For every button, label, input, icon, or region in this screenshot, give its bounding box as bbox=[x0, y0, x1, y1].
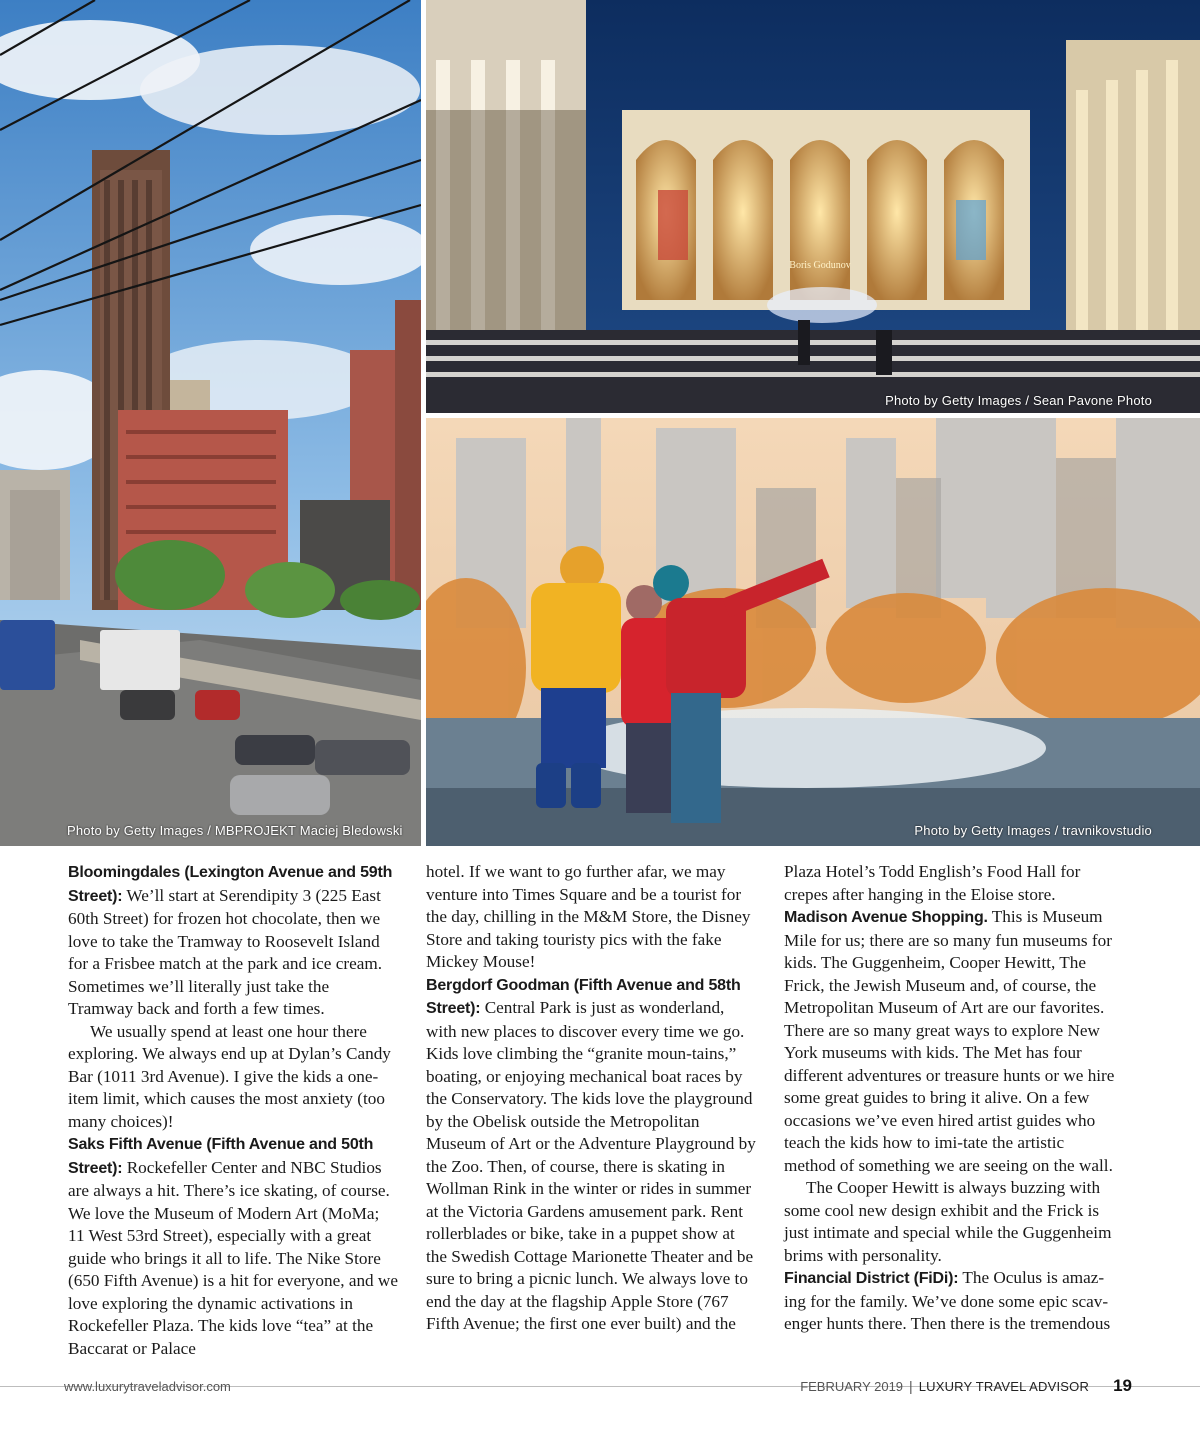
opera-house-photo bbox=[426, 0, 1200, 413]
opera-banner: Boris Godunov bbox=[789, 260, 851, 271]
paragraph-bergdorf bbox=[426, 974, 758, 1336]
heading-madison: Madison Avenue Shopping. bbox=[784, 909, 988, 926]
opera-house-illustration bbox=[426, 0, 1200, 413]
heading-bergdorf: Bergdorf Goodman (Fifth Avenue and 58th Street): bbox=[426, 976, 741, 1017]
page-number: 19 bbox=[1113, 1376, 1132, 1395]
paragraph-madison bbox=[784, 906, 1118, 1177]
park-photo-credit: Photo by Getty Images / travnikovstudio bbox=[914, 823, 1152, 838]
central-park-photo bbox=[426, 418, 1200, 846]
heading-bloomingdales: Bloomingdales (Lexington Avenue and 59th Street): bbox=[68, 864, 393, 905]
tramway-photo bbox=[0, 0, 421, 846]
opera-photo-credit: Photo by Getty Images / Sean Pavone Photo bbox=[885, 393, 1152, 408]
article-column-3 bbox=[784, 861, 1118, 1336]
paragraph-plaza: Plaza Hotel’s Todd English’s Food Hall for crepes after hanging in the Eloise store. bbox=[784, 862, 1081, 904]
footer-date: FEBRUARY 2019 bbox=[800, 1379, 904, 1394]
body-saks: Rockefeller Center and NBC Studios are always a hit. There’s ice skating, of course. We love the Museum of Modern Art (MoMa; 11 West 53rd Street), especially with a great guide who brings it all to life. The Nike Store (650 Fifth Avenue) is a hit for everyone, and we love exploring the dynamic activations in Rockefeller Plaza. The kids love “tea” at the Baccarat or Palace bbox=[68, 1157, 398, 1358]
article-column-2 bbox=[426, 861, 758, 1336]
paragraph-times-square: hotel. If we want to go further afar, we may venture into Times Square and be a tourist for the day, chilling in the M&M Store, the Disney Store and taking touristy pics with the fake Mickey Mouse! bbox=[426, 862, 751, 971]
article-column-1 bbox=[68, 861, 398, 1360]
paragraph-fidi bbox=[784, 1267, 1118, 1336]
footer-url[interactable]: www.luxurytraveladvisor.com bbox=[64, 1379, 231, 1394]
body-fidi: The Oculus is amaz-ing for the family. We’ve done some epic scav-enger hunts there. Then there is the tremendous bbox=[784, 1268, 1111, 1333]
heading-saks: Saks Fifth Avenue (Fifth Avenue and 50th Street): bbox=[68, 1136, 374, 1177]
body-madison: This is Museum Mile for us; there are so many fun museums for kids. The Guggenheim, Cooper Hewitt, The Frick, the Jewish Museum and, of course, the Metropolitan Museum of Art are our favorites. There are so many great ways to explore New York museums with kids. The Met has four different adventures or treasure hunts or we hire some great guides to bring it alive. On a few occasions we’ve even hired artist guides who teach the kids how to imi-tate the artistic method of something we are seeing on the wall. bbox=[784, 907, 1115, 1175]
paragraph-saks bbox=[68, 1133, 398, 1360]
paragraph-cooper-hewitt: The Cooper Hewitt is always buzzing with some cool new design exhibit and the Frick is just intimate and special while the Guggenheim brims with personality. bbox=[784, 1178, 1112, 1265]
paragraph-dylans: We usually spend at least one hour there exploring. We always end up at Dylan’s Candy Bar (1011 3rd Avenue). I give the kids a one-item limit, which causes the most anxiety (too many choices)! bbox=[68, 1021, 391, 1131]
heading-fidi: Financial District (FiDi): bbox=[784, 1270, 959, 1287]
central-park-illustration bbox=[426, 418, 1200, 846]
tramway-illustration bbox=[0, 0, 421, 846]
footer-separator: | bbox=[909, 1378, 913, 1394]
body-bergdorf: Central Park is just as wonderland, with new places to discover every time we go. Kids love climbing the “granite moun-tains,” boating, or enjoying mechanical boat races by the Conservatory. The kids love the playground by the Obelisk outside the Metropolitan Museum of Art or the Adventure Playground by the Zoo. Then, of course, there is skating in Wollman Rink in the winter or rides in summer at the Victoria Gardens amusement park. Rent rollerblades or bike, take in a puppet show at the Swedish Cottage Marionette Theater and be sure to bring a picnic lunch. We always love to end the day at the flagship Apple Store (767 Fifth Avenue; the first one ever built) and the bbox=[426, 998, 756, 1333]
footer-magazine-name: LUXURY TRAVEL ADVISOR bbox=[918, 1379, 1090, 1394]
footer-folio bbox=[800, 1376, 1132, 1396]
paragraph-bloomingdales bbox=[68, 861, 398, 1021]
body-bloomingdales: We’ll start at Serendipity 3 (225 East 60th Street) for frozen hot chocolate, then we love to take the Tramway to Roosevelt Island for a Frisbee match at the park and ice cream. Sometimes we’ll literally just take the Tramway back and forth a few times. bbox=[68, 885, 382, 1018]
tramway-photo-credit: Photo by Getty Images / MBPROJEKT Maciej Bledowski bbox=[67, 823, 403, 838]
